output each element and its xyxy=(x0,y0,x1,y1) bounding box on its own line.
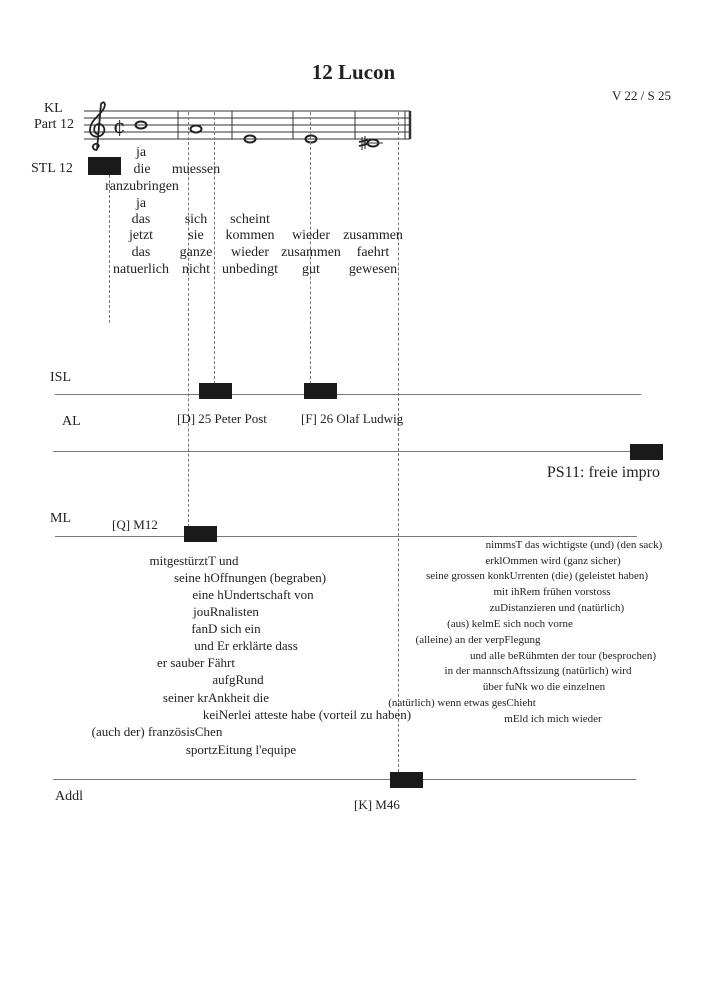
lyric-word: kommen xyxy=(225,228,275,243)
lyric-word: zusammen xyxy=(343,228,403,243)
staff-label-kl: KL xyxy=(44,101,63,116)
isl-block xyxy=(199,383,232,399)
lyric-word: jetzt xyxy=(128,228,154,243)
ml-text-line: (alleine) an der verpFlegung xyxy=(415,634,541,646)
lyric-word: wieder xyxy=(291,228,331,243)
ml-text-line: in der mannschAftssizung (natürlich) wird xyxy=(444,665,632,677)
isl-cue-peter-post: [D] 25 Peter Post xyxy=(177,411,267,426)
ml-text-line: keiNerlei atteste habe (vorteil zu haben) xyxy=(202,707,412,722)
time-signature: ¢ xyxy=(113,114,126,138)
lyric-word: ganze xyxy=(179,245,213,260)
ml-cue: [Q] M12 xyxy=(112,517,158,532)
ml-text-line: sportzEitung l'equipe xyxy=(185,742,297,757)
isl-block xyxy=(304,383,337,399)
ps11-label: PS11: freie impro xyxy=(546,464,660,481)
page-title: 12 Lucon xyxy=(311,60,396,84)
guide-line xyxy=(398,112,399,772)
lyric-word: faehrt xyxy=(356,245,390,260)
al-label: AL xyxy=(62,414,81,429)
addl-label: Addl xyxy=(55,789,83,804)
addl-line xyxy=(53,779,636,780)
lyric-word: sie xyxy=(188,228,204,243)
music-staff xyxy=(84,111,410,139)
lyric-word: zusammen xyxy=(281,245,341,260)
ml-text-line: jouRnalisten xyxy=(193,604,259,619)
ml-text-line: über fuNk wo die einzelnen xyxy=(482,681,606,693)
lyric-word: das xyxy=(131,212,151,227)
lyric-word: ranzubringen xyxy=(105,179,179,194)
ml-text-line: eine hUndertschaft von xyxy=(192,587,314,602)
lyric-word: ja xyxy=(135,145,147,160)
lyric-word: gewesen xyxy=(348,262,398,277)
addl-block xyxy=(390,772,423,788)
ml-text-line: (auch der) französisChen xyxy=(91,724,223,739)
ml-text-line: er sauber Fährt xyxy=(157,655,235,670)
stl-block xyxy=(88,157,121,175)
ml-text-line: zuDistanzieren und (natürlich) xyxy=(489,602,625,614)
ml-text-line: (natürlich) wenn etwas gesChieht xyxy=(388,697,536,709)
lyric-word: gut xyxy=(302,262,320,277)
ml-block xyxy=(184,526,217,542)
al-line xyxy=(53,451,662,452)
al-block xyxy=(630,444,663,460)
ml-text-line: seine hOffnungen (begraben) xyxy=(173,570,327,585)
lyric-word: muessen xyxy=(171,162,221,177)
lyric-word: wieder xyxy=(230,245,270,260)
ml-text-line: mEld ich mich wieder xyxy=(504,713,602,725)
ml-text-line: mitgestürztT und xyxy=(149,553,239,568)
isl-label: ISL xyxy=(50,370,71,385)
isl-line xyxy=(55,394,641,395)
stl-label: STL 12 xyxy=(31,161,73,176)
whole-note xyxy=(191,126,202,133)
guide-line xyxy=(214,112,215,384)
ml-text-line: seiner krAnkheit die xyxy=(162,690,270,705)
ml-text-line: erklOmmen wird (ganz sicher) xyxy=(485,555,621,567)
ml-text-line: mit ihRem frühen vorstoss xyxy=(493,586,611,598)
staff-label-part: Part 12 xyxy=(34,117,75,132)
lyric-word: ja xyxy=(135,196,147,211)
guide-line xyxy=(109,175,110,323)
lyric-word: die xyxy=(133,162,151,177)
ml-line xyxy=(55,536,637,537)
lyric-word: unbedingt xyxy=(222,262,278,277)
addl-cue: [K] M46 xyxy=(354,797,400,812)
ml-text-line: seine grossen konkUrrenten (die) (geleistet haben) xyxy=(425,570,649,582)
ml-text-line: aufgRund xyxy=(212,672,264,687)
ml-text-line: nimmsT das wichtigste (und) (den sack) xyxy=(485,539,663,551)
lyric-word: nicht xyxy=(182,262,210,277)
isl-cue-olaf-ludwig: [F] 26 Olaf Ludwig xyxy=(301,411,404,426)
ml-text-line: und Er erklärte dass xyxy=(194,638,298,653)
ml-label: ML xyxy=(50,511,71,526)
lyric-word: das xyxy=(131,245,151,260)
ml-text-line: (aus) kelmE sich noch vorne xyxy=(447,618,573,630)
lyric-word: sich xyxy=(184,212,208,227)
ml-text-line: und alle beRühmten der tour (besprochen) xyxy=(469,650,657,662)
lyric-word: natuerlich xyxy=(113,262,169,277)
page-reference: V 22 / S 25 xyxy=(612,88,671,103)
lyric-word: scheint xyxy=(230,212,270,227)
ml-text-line: fanD sich ein xyxy=(191,621,261,636)
treble-clef-icon xyxy=(90,102,105,150)
